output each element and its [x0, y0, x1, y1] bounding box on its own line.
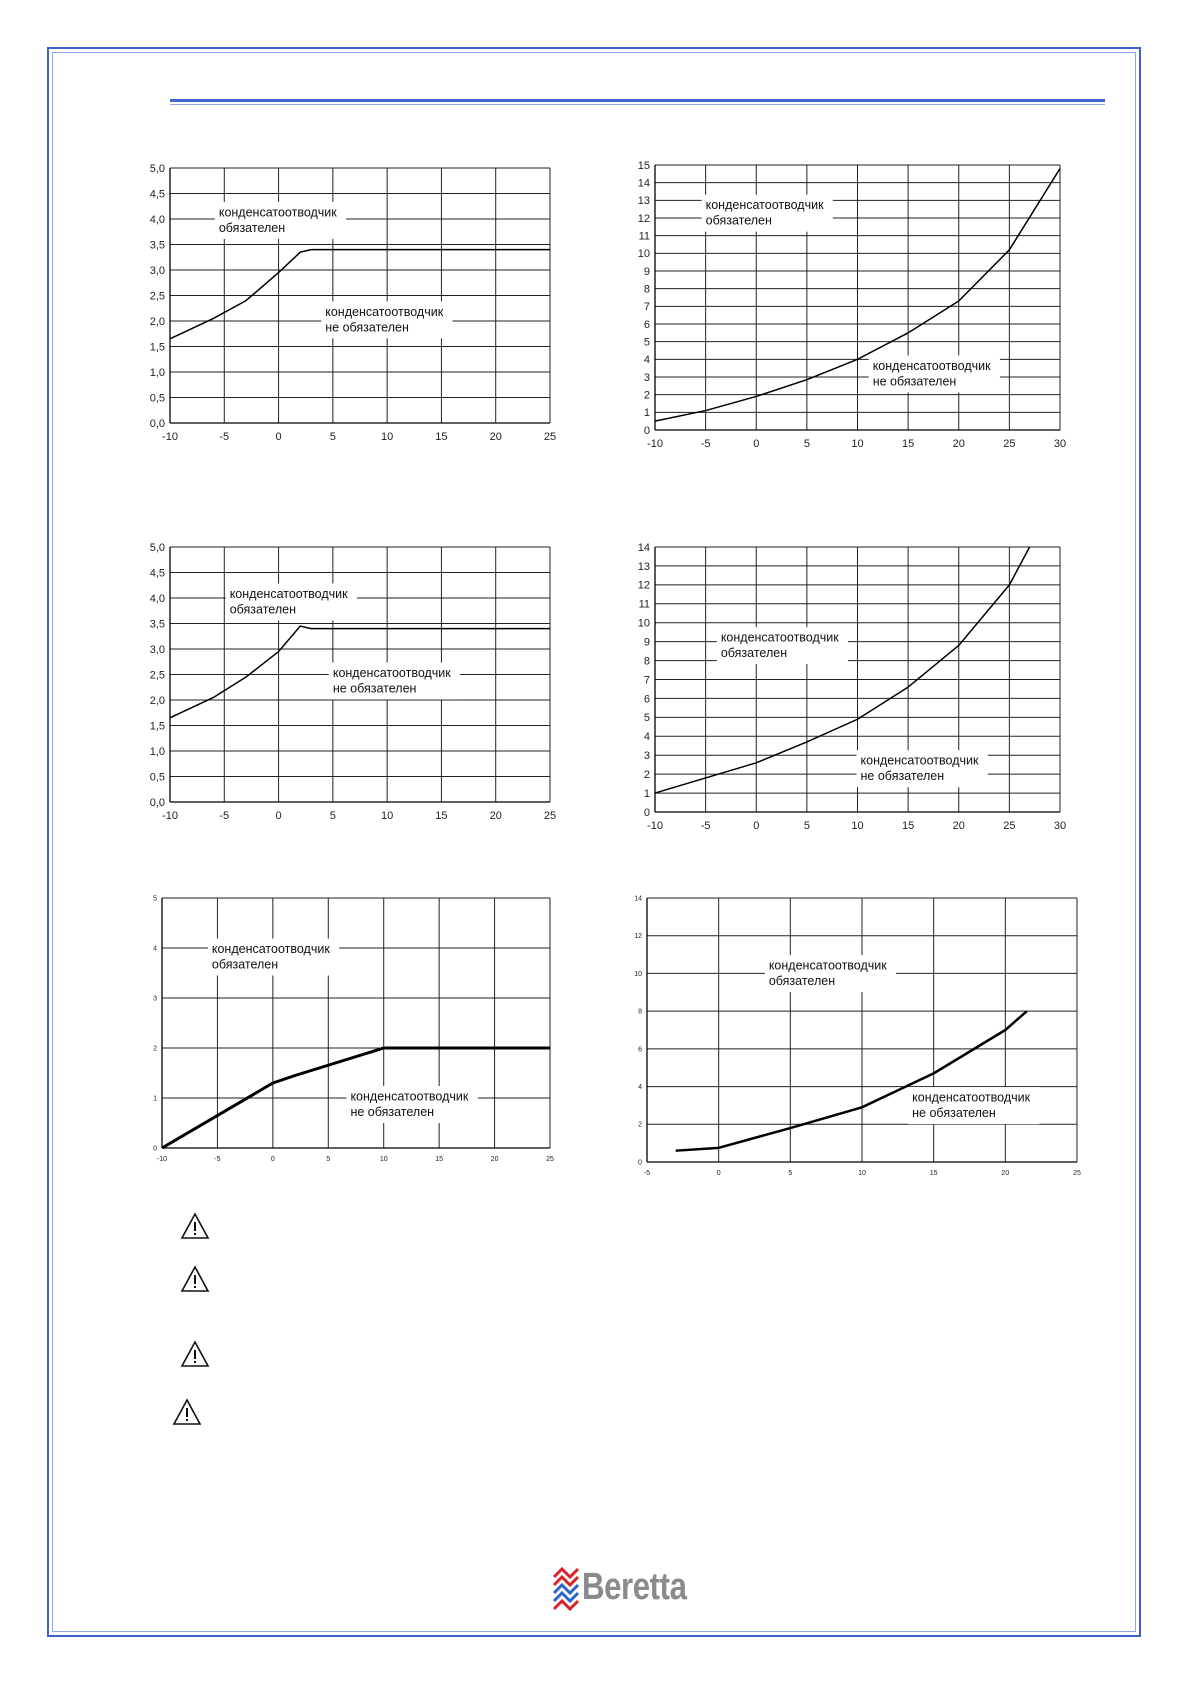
x-tick-label: -5: [643, 1170, 651, 1177]
region-label: не обязателен: [912, 1106, 996, 1121]
y-tick-label: 1,5: [149, 341, 165, 354]
region-label: конденсатоотводчик: [332, 666, 451, 681]
y-tick-label: 3,0: [149, 643, 165, 656]
limit-curve: [676, 1011, 1027, 1151]
x-tick-label: 15: [929, 1170, 938, 1177]
region-label: обязателен: [720, 646, 788, 661]
region-label: конденсатоотводчик: [872, 358, 991, 373]
x-tick-label: 15: [902, 820, 915, 832]
x-tick-label: 10: [379, 1156, 388, 1163]
x-tick-label: -10: [156, 1156, 168, 1163]
y-tick-label: 5,0: [149, 162, 165, 175]
x-tick-label: -10: [647, 820, 663, 832]
y-tick-label: 3: [643, 371, 650, 384]
y-tick-label: 1,5: [149, 720, 165, 733]
x-tick-label: -10: [647, 438, 663, 450]
y-tick-label: 12: [634, 933, 642, 941]
region-label: конденсатоотводчик: [912, 1090, 1031, 1105]
region-label: конденсатоотводчик: [218, 205, 337, 220]
y-tick-label: 15: [637, 159, 650, 172]
x-tick-label: 20: [1001, 1170, 1010, 1177]
y-tick-label: 3: [643, 750, 650, 763]
x-tick-label: 0: [275, 810, 282, 822]
y-tick-label: 13: [637, 195, 650, 208]
y-tick-label: 4,5: [149, 188, 165, 201]
y-tick-label: 2: [643, 768, 650, 781]
y-tick-label: 13: [637, 560, 650, 573]
x-tick-label: 0: [270, 1156, 275, 1163]
y-tick-label: 2: [638, 1121, 642, 1129]
region-label: конденсатоотводчик: [350, 1089, 469, 1104]
x-tick-label: 25: [543, 431, 557, 443]
chart-6: [625, 893, 1085, 1183]
region-label: не обязателен: [872, 374, 957, 389]
y-tick-label: 8: [643, 283, 650, 296]
region-label: конденсатоотводчик: [860, 753, 979, 768]
y-tick-label: 0: [643, 806, 650, 819]
x-tick-label: 10: [381, 810, 394, 822]
x-tick-label: 25: [1003, 438, 1016, 450]
x-tick-label: 15: [435, 431, 448, 443]
y-tick-label: 14: [637, 541, 650, 554]
y-tick-label: 2,0: [149, 315, 165, 328]
region-label: конденсатоотводчик: [325, 304, 444, 319]
x-tick-label: 0: [753, 438, 760, 450]
y-tick-label: 12: [637, 579, 650, 592]
y-tick-label: 3,0: [149, 264, 165, 277]
x-tick-label: 25: [546, 1156, 554, 1163]
x-tick-label: -5: [219, 810, 230, 822]
y-tick-label: 0: [153, 1145, 157, 1153]
y-tick-label: 14: [634, 895, 642, 903]
x-tick-label: 20: [489, 810, 502, 822]
x-tick-label: 30: [1053, 438, 1067, 450]
y-tick-label: 2,0: [149, 694, 165, 707]
chart-4: [625, 542, 1085, 847]
region-label: не обязателен: [350, 1105, 435, 1119]
y-tick-label: 3,5: [149, 239, 165, 252]
y-tick-label: 5: [643, 712, 650, 725]
x-tick-label: 10: [851, 820, 864, 832]
warning-icon: [172, 1398, 202, 1426]
y-tick-label: 4: [638, 1084, 642, 1092]
y-tick-label: 6: [643, 693, 650, 706]
y-tick-label: 1: [643, 787, 650, 800]
region-label: не обязателен: [325, 320, 409, 335]
x-tick-label: 10: [858, 1170, 866, 1177]
y-tick-label: 10: [637, 617, 650, 630]
x-tick-label: 15: [902, 438, 915, 450]
y-tick-label: 2,5: [149, 290, 165, 303]
warning-icon: [180, 1212, 210, 1240]
y-tick-label: 5: [643, 336, 650, 349]
x-tick-label: 0: [716, 1170, 721, 1177]
y-tick-label: 9: [643, 636, 650, 649]
y-tick-label: 8: [638, 1008, 642, 1016]
chart-1: [140, 163, 580, 468]
x-tick-label: -10: [162, 810, 178, 822]
region-label: конденсатоотводчик: [768, 958, 887, 973]
y-tick-label: 0,0: [149, 796, 165, 809]
brand-name: Beretta: [582, 1566, 687, 1608]
x-tick-label: 15: [435, 810, 448, 822]
x-tick-label: 10: [851, 438, 864, 450]
region-label: обязателен: [229, 602, 297, 617]
region-label: обязателен: [218, 220, 286, 235]
y-tick-label: 10: [634, 970, 642, 978]
x-tick-label: 15: [435, 1156, 444, 1163]
y-tick-label: 7: [643, 301, 650, 314]
header-rule: [170, 99, 1105, 102]
header-rule-thin: [170, 104, 1105, 105]
x-tick-label: 25: [1073, 1170, 1081, 1177]
y-tick-label: 4,0: [149, 592, 165, 605]
x-tick-label: 5: [803, 820, 810, 832]
y-tick-label: 0,0: [149, 417, 165, 430]
x-tick-label: 20: [952, 820, 965, 832]
y-tick-label: 3: [153, 995, 157, 1003]
x-tick-label: -5: [700, 820, 711, 832]
y-tick-label: 1: [153, 1095, 157, 1103]
y-tick-label: 2,5: [149, 669, 165, 682]
region-label: обязателен: [211, 957, 279, 972]
y-tick-label: 10: [637, 248, 650, 261]
x-tick-label: -10: [162, 431, 178, 443]
y-tick-label: 7: [643, 674, 650, 687]
region-label: не обязателен: [332, 681, 417, 696]
x-tick-label: 25: [1003, 820, 1016, 832]
x-tick-label: 0: [275, 431, 282, 443]
x-tick-label: -5: [214, 1156, 221, 1163]
region-label: конденсатоотводчик: [229, 587, 348, 601]
x-tick-label: 0: [753, 820, 760, 832]
x-tick-label: -5: [700, 438, 711, 450]
region-label: конденсатоотводчик: [705, 198, 824, 213]
x-tick-label: 10: [381, 431, 394, 443]
y-tick-label: 12: [637, 212, 650, 225]
warning-icon: [180, 1340, 210, 1368]
y-tick-label: 11: [638, 598, 650, 611]
y-tick-label: 0,5: [149, 771, 165, 784]
x-tick-label: 5: [329, 431, 336, 443]
region-label: обязателен: [768, 974, 836, 989]
x-tick-label: 5: [788, 1170, 793, 1177]
y-tick-label: 4: [153, 945, 157, 953]
y-tick-label: 6: [643, 318, 650, 331]
y-tick-label: 4: [643, 731, 650, 744]
region-label: не обязателен: [860, 769, 945, 784]
x-tick-label: 20: [490, 1156, 499, 1163]
x-tick-label: 5: [326, 1156, 331, 1163]
x-tick-label: 20: [489, 431, 502, 443]
x-tick-label: 5: [329, 810, 336, 822]
x-tick-label: 30: [1053, 820, 1067, 832]
y-tick-label: 5,0: [149, 541, 165, 554]
y-tick-label: 1,0: [149, 745, 165, 758]
y-tick-label: 14: [637, 177, 650, 190]
region-label: конденсатоотводчик: [720, 630, 839, 645]
y-tick-label: 0,5: [149, 392, 165, 405]
y-tick-label: 1: [643, 407, 650, 420]
y-tick-label: 3,5: [149, 618, 165, 631]
y-tick-label: 1,0: [149, 366, 165, 379]
x-tick-label: 25: [543, 810, 557, 822]
y-tick-label: 0: [643, 424, 650, 437]
y-tick-label: 2: [643, 389, 650, 402]
y-tick-label: 6: [638, 1046, 642, 1054]
warning-icon: [180, 1265, 210, 1293]
y-tick-label: 5: [153, 895, 157, 903]
y-tick-label: 8: [643, 655, 650, 668]
region-label: конденсатоотводчик: [211, 942, 330, 956]
x-tick-label: -5: [219, 431, 230, 443]
y-tick-label: 9: [643, 265, 650, 278]
x-tick-label: 20: [952, 438, 965, 450]
chart-5: [140, 893, 580, 1178]
y-tick-label: 2: [153, 1045, 157, 1053]
chart-3: [140, 542, 580, 847]
y-tick-label: 4,5: [149, 567, 165, 580]
y-tick-label: 4,0: [149, 213, 165, 226]
y-tick-label: 4: [643, 354, 650, 367]
y-tick-label: 11: [638, 230, 650, 243]
chart-2: [625, 160, 1085, 470]
x-tick-label: 5: [803, 438, 810, 450]
y-tick-label: 0: [638, 1159, 642, 1167]
region-label: обязателен: [705, 213, 772, 228]
